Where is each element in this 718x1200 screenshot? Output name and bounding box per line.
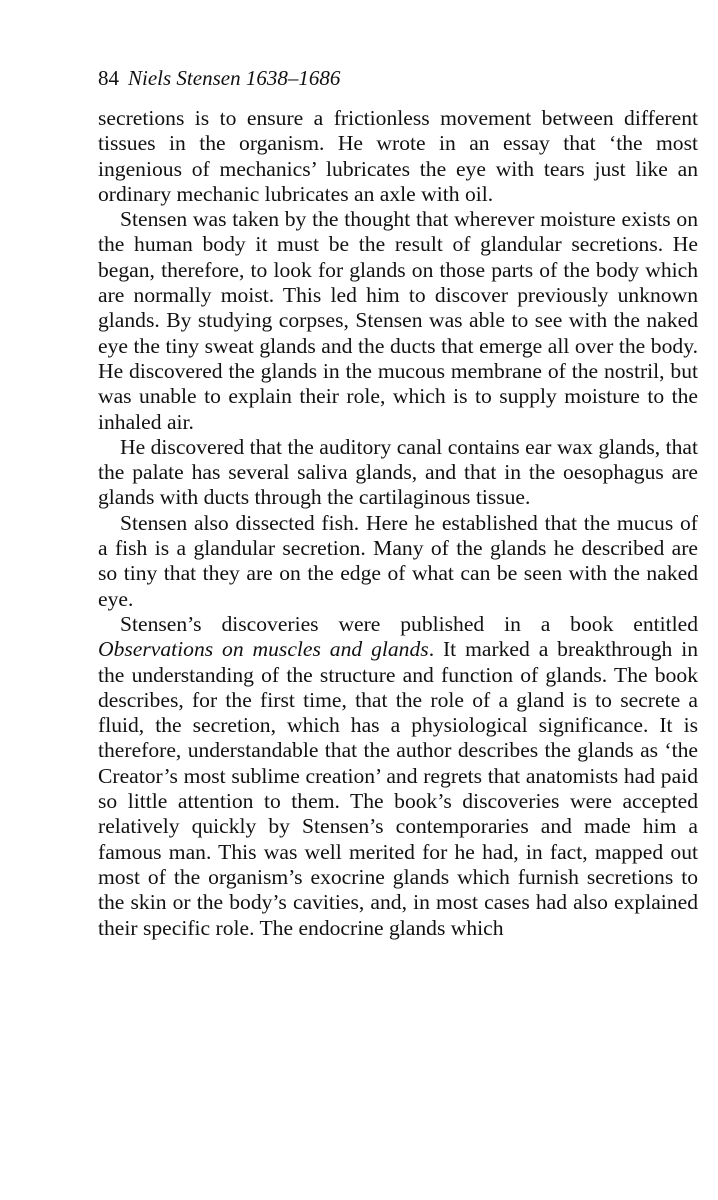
book-page bbox=[98, 66, 698, 941]
book-title: Observations on muscles and glands bbox=[98, 637, 429, 662]
running-head bbox=[98, 66, 698, 90]
paragraph-5 bbox=[98, 612, 698, 941]
page-number: 84 bbox=[98, 66, 119, 90]
paragraph-4: Stensen also dissected fish. Here he established that the mucus of a fish is a glandular secretion. Many of the glands he described are so tiny that they are on the edge of what can be seen with the naked eye. bbox=[98, 510, 698, 611]
paragraph-5-lead: Stensen’s discoveries were published in a book entitled bbox=[120, 611, 698, 636]
body-text bbox=[98, 106, 698, 941]
paragraph-5-rest: . It marked a breakthrough in the understanding of the structure and function of glands. The book describes, for the first time, that the role of a gland is to secrete a fluid, the secretion, which has a physiological significance. It is therefore, understandable that the author describes the glands as ‘the Creator’s most sublime creation’ and regrets that anatomists had paid so little attention to them. The book’s discoveries were accepted relatively quickly by Stensen’s contemporaries and made him a famous man. This was well merited for he had, in fact, mapped out most of the organism’s exocrine glands which furnish secretions to the skin or the body’s cavities, and, in most cases had also explained their specific role. The endocrine glands which bbox=[98, 637, 699, 940]
paragraph-2: Stensen was taken by the thought that wherever moisture exists on the human body it must be the result of glandular secretions. He began, therefore, to look for glands on those parts of the body which are normally moist. This led him to discover previously unknown glands. By studying corpses, Stensen was able to see with the naked eye the tiny sweat glands and the ducts that emerge all over the body. He discovered the glands in the mucous membrane of the nostril, but was unable to explain their role, which is to supply moisture to the inhaled air. bbox=[98, 207, 698, 434]
paragraph-3: He discovered that the auditory canal contains ear wax glands, that the palate has several saliva glands, and that in the oesophagus are glands with ducts through the cartilaginous tissue. bbox=[98, 434, 698, 510]
running-title: Niels Stensen 1638–1686 bbox=[128, 66, 341, 90]
paragraph-1: secretions is to ensure a frictionless movement between different tissues in the organism. He wrote in an essay that ‘the most ingenious of mechanics’ lubricates the eye with tears just like an ordinary mechanic lubricates an axle with oil. bbox=[98, 106, 698, 206]
